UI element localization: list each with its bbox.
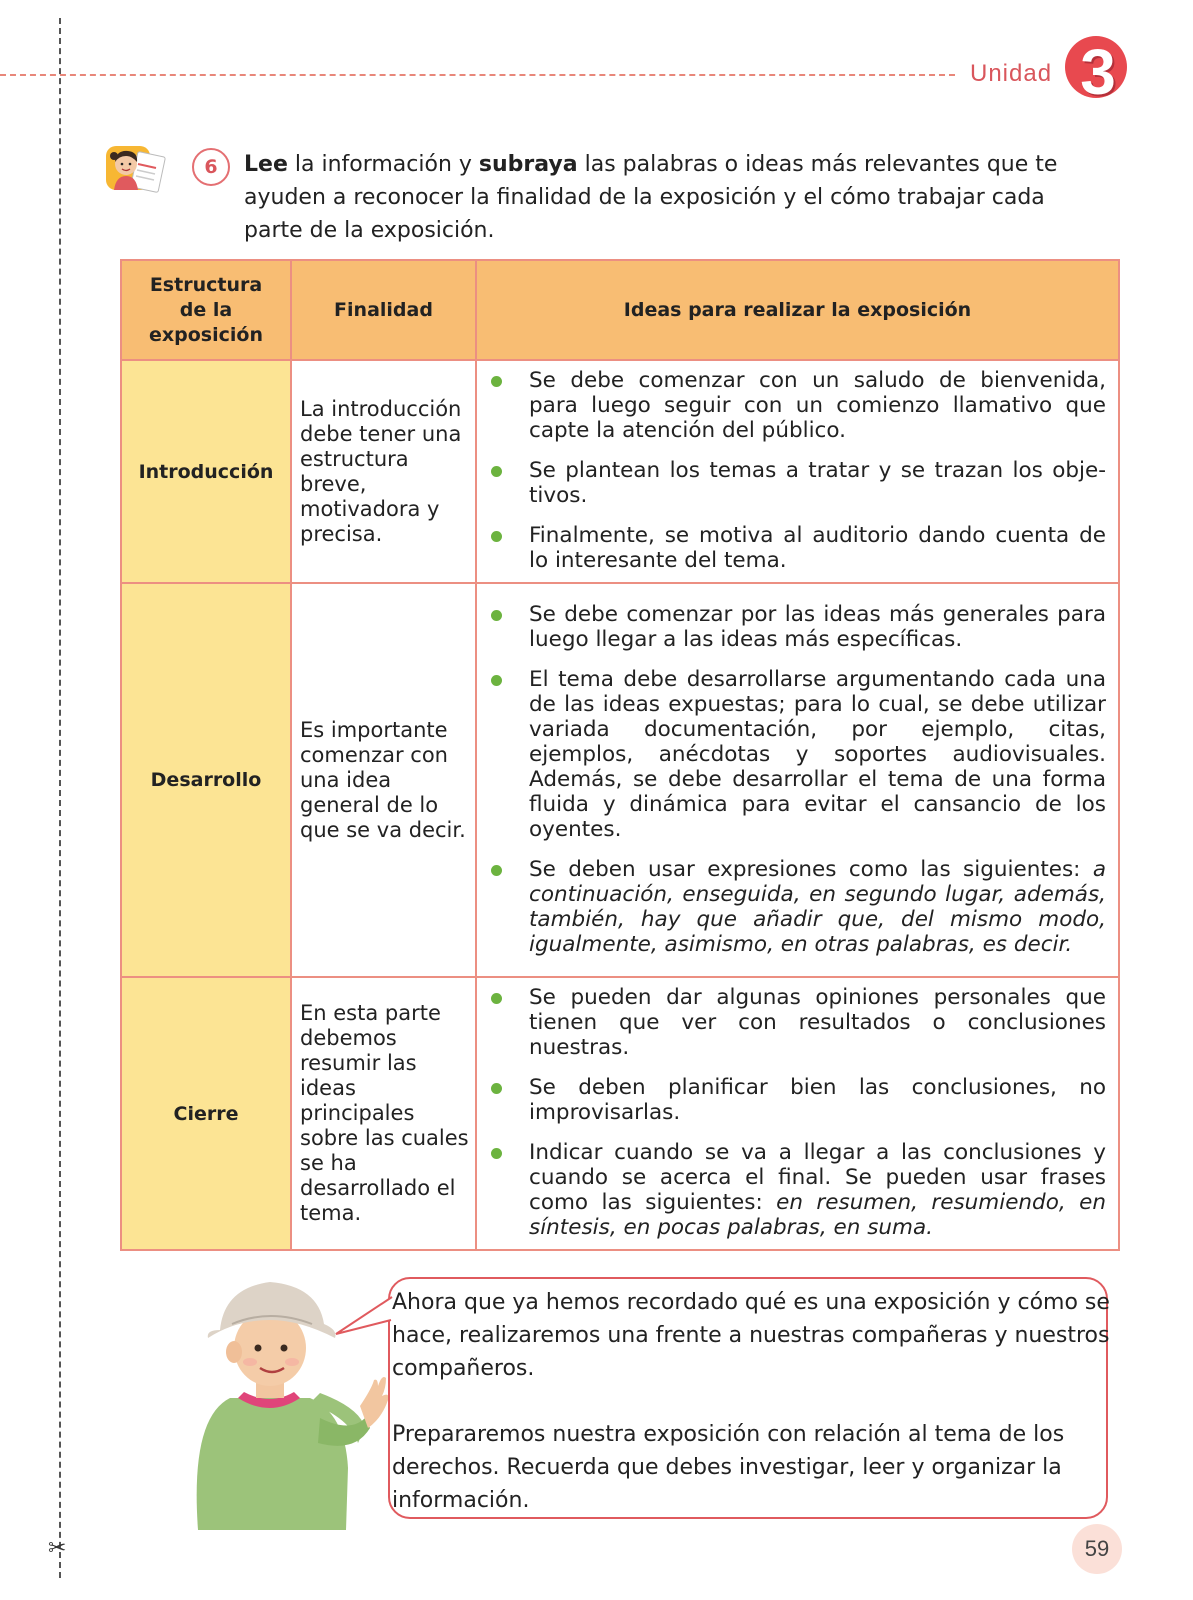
ideas-list xyxy=(489,985,1106,1240)
reading-girl-icon xyxy=(104,142,168,198)
activity-number-badge: 6 xyxy=(192,148,230,186)
instruction-text-1: la información y xyxy=(287,152,479,177)
cut-line xyxy=(59,18,61,1578)
activity-instruction xyxy=(244,148,1104,247)
list-item: Se deben planificar bien las conclusiones, no improvisarlas. xyxy=(489,1075,1106,1125)
instruction-verb-underline: subraya xyxy=(478,152,578,177)
list-item: Se debe comenzar por las ideas más generales para luego llegar a las ideas más específicas. xyxy=(489,602,1106,652)
boy-illustration xyxy=(160,1268,390,1530)
instruction-verb-read: Lee xyxy=(244,152,288,177)
exposition-structure-table xyxy=(120,259,1120,1251)
idea-prefix: Indicar cuando se va a llegar a las conclusiones y cuando se acerca el final. Se pueden usar frases como las siguientes: xyxy=(529,1140,1106,1215)
list-item xyxy=(489,857,1106,957)
unit-label: Unidad xyxy=(970,60,1053,87)
idea-prefix: Se deben usar expresiones como las siguientes: xyxy=(529,856,1093,882)
table-header-row xyxy=(121,260,1119,360)
list-item: Finalmente, se motiva al auditorio dando cuenta de lo interesante del tema. xyxy=(489,523,1106,573)
purpose-cell: Es importante comenzar con una idea general de lo que se va decir. xyxy=(291,583,476,977)
list-item: Se debe comenzar con un saludo de bienvenida, para luego seguir con un comienzo llamativo que capte la atención del público. xyxy=(489,368,1106,443)
unit-number: 3 xyxy=(1080,36,1116,108)
list-item: El tema debe desarrollarse argumentando cada una de las ideas expuestas; para lo cual, se debe utilizar variada documentación, por ejemplo, citas, ejemplos, anécdotas y soportes audiovisuales. Además, se debe desarrollar el tema de una forma fluida y dinámica para evitar el cansancio de los oyentes. xyxy=(489,667,1106,842)
idea-examples: en resumen, resumiendo, en síntesis, en pocas palabras, en suma. xyxy=(529,1190,1106,1240)
list-item: Se plantean los temas a tratar y se trazan los obje-tivos. xyxy=(489,458,1106,508)
scissors-icon: ✂ xyxy=(48,1536,67,1561)
list-item: Se pueden dar algunas opiniones personales que tienen que ver con resultados o conclusiones nuestras. xyxy=(489,985,1106,1060)
structure-cell: Desarrollo xyxy=(121,583,291,977)
table-row xyxy=(121,360,1119,583)
ideas-list xyxy=(489,368,1106,573)
header-purpose: Finalidad xyxy=(291,260,476,360)
list-item xyxy=(489,1140,1106,1240)
structure-cell: Introducción xyxy=(121,360,291,583)
purpose-cell: En esta parte debemos resumir las ideas principales sobre las cuales se ha desarrollado el tema. xyxy=(291,977,476,1250)
header-dashed-line xyxy=(0,74,955,76)
idea-examples: a continuación, enseguida, en segundo lugar, además, también, hay que añadir que, del mismo modo, igualmente, asimismo, en otras palabras, es decir. xyxy=(529,856,1106,957)
table-row xyxy=(121,977,1119,1250)
ideas-list xyxy=(489,602,1106,957)
header-ideas: Ideas para realizar la exposición xyxy=(476,260,1119,360)
header-structure: Estructura de la exposición xyxy=(121,260,291,360)
bubble-paragraph-1: Ahora que ya hemos recordado qué es una exposición y cómo se hace, realizaremos una frente a nuestras compañeras y nuestros compañeros. xyxy=(392,1290,1110,1381)
page-number: 59 xyxy=(1084,1536,1110,1561)
table-row xyxy=(121,583,1119,977)
structure-cell: Cierre xyxy=(121,977,291,1250)
ideas-cell xyxy=(476,360,1119,583)
ideas-cell xyxy=(476,977,1119,1250)
instruction-text-2: las palabras o ideas más relevantes que te ayuden a reconocer la finalidad de la exposición y el cómo trabajar cada parte de la exposición. xyxy=(244,152,1058,243)
ideas-cell xyxy=(476,583,1119,977)
bubble-paragraph-2: Prepararemos nuestra exposición con relación al tema de los derechos. Recuerda que debes investigar, leer y organizar la información. xyxy=(392,1422,1065,1513)
purpose-cell: La introducción debe tener una estructura breve, motivadora y precisa. xyxy=(291,360,476,583)
